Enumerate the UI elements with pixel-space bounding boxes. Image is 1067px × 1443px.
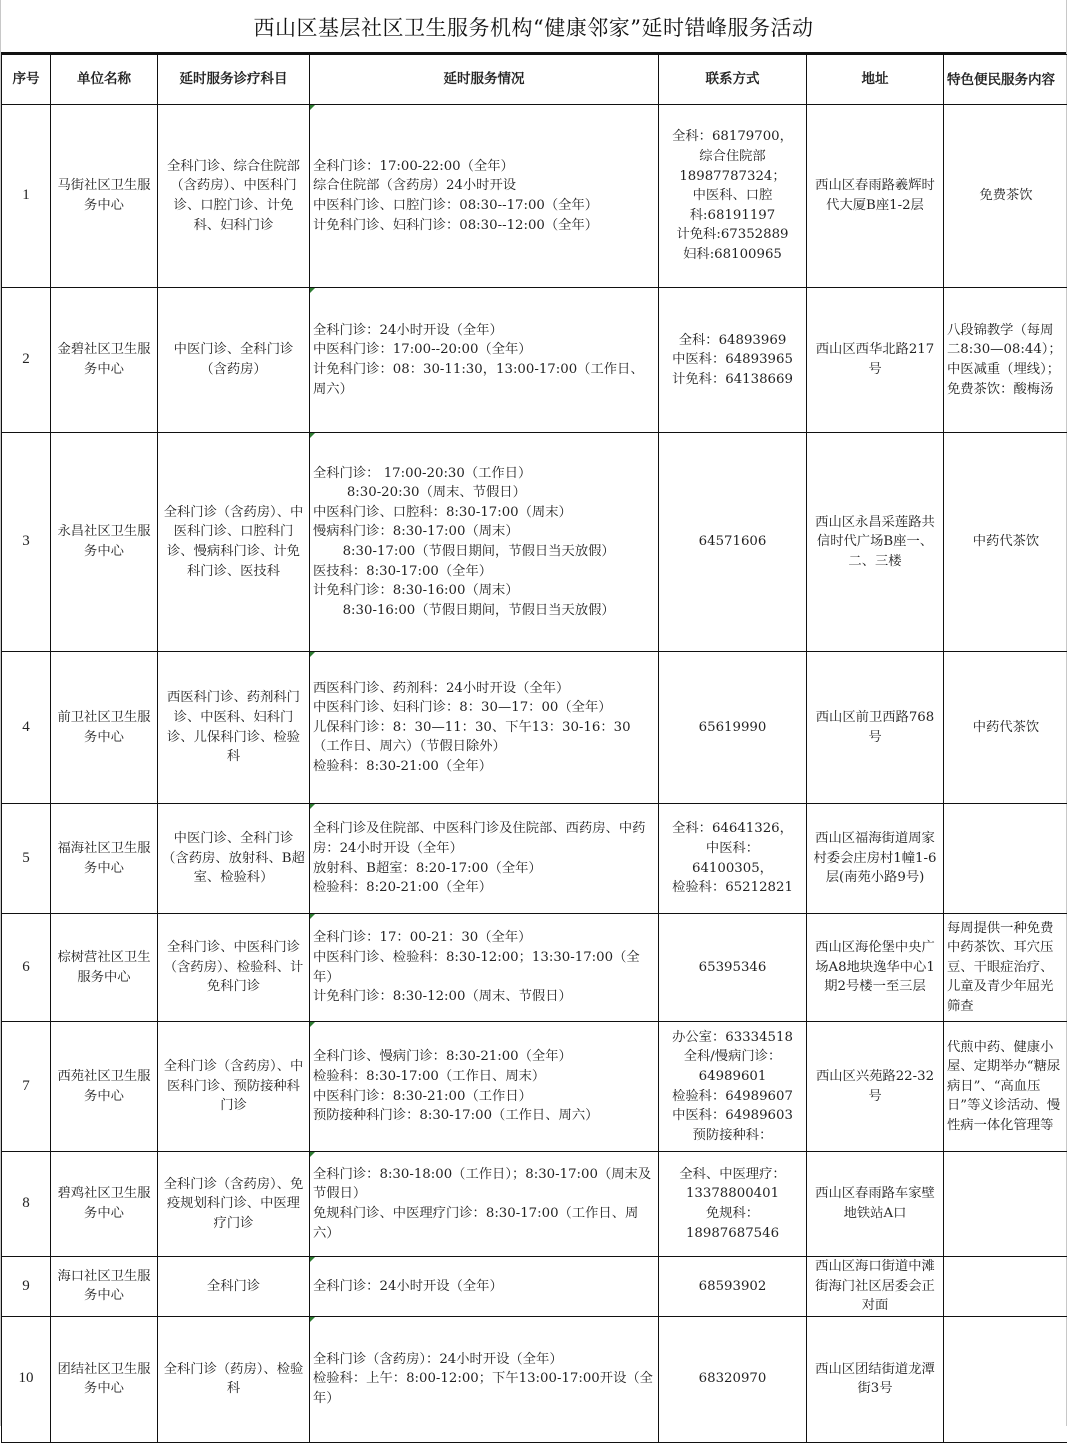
contact-line: 检验科：65212821 [662, 878, 803, 898]
header-departments: 延时服务诊疗科目 [158, 55, 310, 105]
cell-departments: 全科门诊（药房）、检验科 [158, 1316, 310, 1442]
service-line: 检验科：8:20-21:00（全年） [313, 878, 655, 898]
cell-service [310, 914, 659, 1022]
service-line: 免规科门诊、中医理疗门诊：8:30-17:00（工作日、周六） [313, 1204, 655, 1243]
cell-special [944, 1152, 1067, 1257]
service-line: 全科门诊：17：00-21：30（全年） [313, 928, 655, 948]
table-row [2, 652, 1067, 804]
cell-name: 金碧社区卫生服务中心 [51, 288, 158, 433]
cell-departments: 西医科门诊、药剂科门诊、中医科、妇科门诊、儿保科门诊、检验科 [158, 652, 310, 804]
service-line: 中医科门诊、口腔科：8:30-17:00（周末） [313, 503, 655, 523]
cell-service [310, 1152, 659, 1257]
service-line: 西医科门诊、药剂科：24小时开设（全年） [313, 679, 655, 699]
service-table [1, 54, 1067, 1443]
contact-line: 全科：64641326， [662, 819, 803, 839]
service-line: 预防接种科门诊：8:30-17:00（工作日、周六） [313, 1106, 655, 1126]
header-special: 特色便民服务内容 [944, 55, 1067, 105]
service-line: 检验科：8:30-21:00（全年） [313, 757, 655, 777]
cell-contact [659, 1022, 807, 1152]
service-line: 医技科：8:30-17:00（全年） [313, 562, 655, 582]
table-row [2, 1257, 1067, 1317]
service-line: 全科门诊： 17:00-20:30（工作日） [313, 464, 655, 484]
cell-departments: 全科门诊、中医科门诊（含药房）、检验科、计免科门诊 [158, 914, 310, 1022]
service-line: 全科门诊：24小时开设（全年） [313, 321, 655, 341]
cell-contact [659, 288, 807, 433]
header-address: 地址 [807, 55, 944, 105]
cell-departments: 中医门诊、全科门诊（含药房、放射科、B超室、检验科） [158, 804, 310, 914]
service-line: 8:30-17:00（节假日期间，节假日当天放假） [313, 542, 655, 562]
cell-no: 2 [2, 288, 51, 433]
cell-contact [659, 105, 807, 288]
service-line: 中医科门诊、妇科门诊：8：30—17：00（全年） [313, 698, 655, 718]
cell-service [310, 652, 659, 804]
cell-name: 碧鸡社区卫生服务中心 [51, 1152, 158, 1257]
contact-line: 13378800401 [662, 1184, 803, 1204]
service-line: 中医科门诊、口腔门诊：08:30--17:00（全年） [313, 196, 655, 216]
cell-name: 海口社区卫生服务中心 [51, 1257, 158, 1317]
cell-contact [659, 1257, 807, 1317]
cell-contact [659, 1316, 807, 1442]
table-row [2, 914, 1067, 1022]
service-line: 检验科：8:30-17:00（工作日、周末） [313, 1067, 655, 1087]
service-line: 中医科门诊、检验科：8:30-12:00；13:30-17:00（全年） [313, 948, 655, 987]
cell-address: 西山区兴苑路22-32号 [807, 1022, 944, 1152]
table-row [2, 1316, 1067, 1442]
service-line: 8:30-20:30（周末、节假日） [313, 483, 655, 503]
table-header-row [2, 55, 1067, 105]
table-row [2, 105, 1067, 288]
cell-departments: 中医门诊、全科门诊（含药房） [158, 288, 310, 433]
cell-service [310, 1257, 659, 1317]
cell-no: 10 [2, 1316, 51, 1442]
cell-name: 棕树营社区卫生服务中心 [51, 914, 158, 1022]
contact-line: 预防接种科： [662, 1126, 803, 1146]
service-line: 计免科门诊：8:30-12:00（周末、节假日） [313, 987, 655, 1007]
service-line: 计免科门诊、妇科门诊：08:30--12:00（全年） [313, 216, 655, 236]
cell-special [944, 804, 1067, 914]
cell-service [310, 804, 659, 914]
contact-line: 18987787324； [662, 167, 803, 187]
cell-special: 中药代茶饮 [944, 433, 1067, 652]
table-row [2, 1152, 1067, 1257]
cell-service [310, 288, 659, 433]
service-line: 全科门诊：8:30-18:00（工作日）；8:30-17:00（周末及节假日） [313, 1165, 655, 1204]
header-contact: 联系方式 [659, 55, 807, 105]
cell-name: 永昌社区卫生服务中心 [51, 433, 158, 652]
contact-line: 办公室：63334518 [662, 1028, 803, 1048]
cell-service [310, 105, 659, 288]
header-name: 单位名称 [51, 55, 158, 105]
service-line: 8:30-16:00（节假日期间，节假日当天放假） [313, 601, 655, 621]
cell-address: 西山区西华北路217号 [807, 288, 944, 433]
service-line: 中医科门诊：17:00--20:00（全年） [313, 340, 655, 360]
contact-line: 中医科：64989603 [662, 1106, 803, 1126]
cell-special: 免费茶饮 [944, 105, 1067, 288]
cell-special: 每周提供一种免费中药茶饮、耳穴压豆、干眼症治疗、儿童及青少年屈光筛查 [944, 914, 1067, 1022]
cell-address: 西山区海口街道中滩街海门社区居委会正对面 [807, 1257, 944, 1317]
cell-departments: 全科门诊 [158, 1257, 310, 1317]
cell-no: 8 [2, 1152, 51, 1257]
service-line: 儿保科门诊：8：30—11：30、下午13：30-16：30（工作日、周六）（节假日除外） [313, 718, 655, 757]
page-title: 西山区基层社区卫生服务机构“健康邻家”延时错峰服务活动 [1, 0, 1066, 54]
table-row [2, 804, 1067, 914]
cell-departments: 全科门诊（含药房）、免疫规划科门诊、中医理疗门诊 [158, 1152, 310, 1257]
cell-contact [659, 433, 807, 652]
cell-special: 中药代茶饮 [944, 652, 1067, 804]
service-line: 计免科门诊：08：30-11:30，13:00-17:00（工作日、周六） [313, 360, 655, 399]
cell-contact [659, 1152, 807, 1257]
cell-name: 马街社区卫生服务中心 [51, 105, 158, 288]
cell-address: 西山区春雨路车家壁地铁站A口 [807, 1152, 944, 1257]
contact-line: 68320970 [662, 1369, 803, 1389]
contact-line: 妇科:68100965 [662, 245, 803, 265]
contact-line: 全科/慢病门诊： [662, 1047, 803, 1067]
service-line: 检验科：上午：8:00-12:00；下午13:00-17:00开设（全年） [313, 1369, 655, 1408]
cell-departments: 全科门诊（含药房）、中医科门诊、口腔科门诊、慢病科门诊、计免科门诊、医技科 [158, 433, 310, 652]
contact-line: 64100305， [662, 859, 803, 879]
cell-no: 9 [2, 1257, 51, 1317]
cell-contact [659, 804, 807, 914]
service-line: 全科门诊、慢病门诊：8:30-21:00（全年） [313, 1047, 655, 1067]
cell-address: 西山区福海街道周家村委会庄房村1幢1-6层(南苑小路9号) [807, 804, 944, 914]
contact-line: 18987687546 [662, 1224, 803, 1244]
cell-special: 八段锦教学（每周二8:30—08:44）；中医减重（埋线）；免费茶饮：酸梅汤 [944, 288, 1067, 433]
cell-departments: 全科门诊、综合住院部（含药房）、中医科门诊、口腔门诊、计免科、妇科门诊 [158, 105, 310, 288]
service-line: 全科门诊：24小时开设（全年） [313, 1277, 655, 1297]
service-line: 全科门诊及住院部、中医科门诊及住院部、西药房、中药房：24小时开设（全年） [313, 819, 655, 858]
service-line: 放射科、B超室：8:20-17:00（全年） [313, 859, 655, 879]
contact-line: 全科、中医理疗： [662, 1165, 803, 1185]
contact-line: 科:68191197 [662, 206, 803, 226]
contact-line: 68593902 [662, 1277, 803, 1297]
contact-line: 免规科： [662, 1204, 803, 1224]
table-body [2, 105, 1067, 1443]
contact-line: 65395346 [662, 958, 803, 978]
service-line: 综合住院部（含药房）24小时开设 [313, 176, 655, 196]
contact-line: 全科：64893969 [662, 331, 803, 351]
service-line: 慢病科门诊：8:30-17:00（周末） [313, 522, 655, 542]
header-no: 序号 [2, 55, 51, 105]
cell-name: 前卫社区卫生服务中心 [51, 652, 158, 804]
cell-address: 西山区前卫西路768号 [807, 652, 944, 804]
cell-special: 代煎中药、健康小屋、定期举办“糖尿病日”、“高血压日”等义诊活动、慢性病一体化管理等 [944, 1022, 1067, 1152]
service-line: 计免科门诊：8:30-16:00（周末） [313, 581, 655, 601]
cell-no: 3 [2, 433, 51, 652]
contact-line: 计免科:67352889 [662, 225, 803, 245]
table-row [2, 288, 1067, 433]
cell-name: 团结社区卫生服务中心 [51, 1316, 158, 1442]
contact-line: 65619990 [662, 718, 803, 738]
cell-name: 福海社区卫生服务中心 [51, 804, 158, 914]
cell-service [310, 433, 659, 652]
contact-line: 中医科： [662, 839, 803, 859]
cell-no: 7 [2, 1022, 51, 1152]
cell-no: 5 [2, 804, 51, 914]
service-line: 全科门诊（含药房）：24小时开设（全年） [313, 1350, 655, 1370]
service-line: 中医科门诊：8:30-21:00（工作日） [313, 1087, 655, 1107]
service-line: 全科门诊：17:00-22:00（全年） [313, 157, 655, 177]
table-row [2, 1022, 1067, 1152]
cell-contact [659, 914, 807, 1022]
contact-line: 中医科：64893965 [662, 350, 803, 370]
header-service: 延时服务情况 [310, 55, 659, 105]
cell-special [944, 1257, 1067, 1317]
cell-no: 4 [2, 652, 51, 804]
cell-special [944, 1316, 1067, 1442]
contact-line: 中医科、口腔 [662, 186, 803, 206]
cell-departments: 全科门诊（含药房）、中医科门诊、预防接种科门诊 [158, 1022, 310, 1152]
contact-line: 综合住院部 [662, 147, 803, 167]
cell-contact [659, 652, 807, 804]
contact-line: 检验科：64989607 [662, 1087, 803, 1107]
cell-service [310, 1022, 659, 1152]
cell-address: 西山区团结街道龙潭街3号 [807, 1316, 944, 1442]
contact-line: 64989601 [662, 1067, 803, 1087]
contact-line: 64571606 [662, 532, 803, 552]
contact-line: 全科：68179700， [662, 127, 803, 147]
cell-address: 西山区永昌采莲路共信时代广场B座一、二、三楼 [807, 433, 944, 652]
cell-name: 西苑社区卫生服务中心 [51, 1022, 158, 1152]
cell-address: 西山区春雨路羲辉时代大厦B座1-2层 [807, 105, 944, 288]
contact-line: 计免科：64138669 [662, 370, 803, 390]
cell-service [310, 1316, 659, 1442]
cell-no: 6 [2, 914, 51, 1022]
table-row [2, 433, 1067, 652]
cell-address: 西山区海伦堡中央广场A8地块逸华中心1期2号楼一至三层 [807, 914, 944, 1022]
cell-no: 1 [2, 105, 51, 288]
